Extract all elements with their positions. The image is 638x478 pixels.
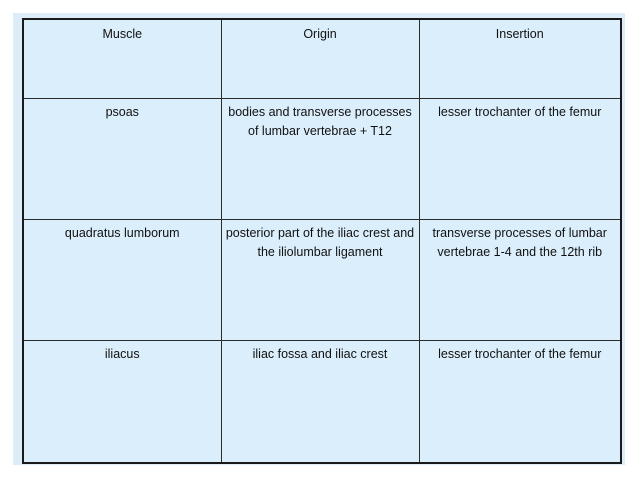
header-cell-muscle: Muscle — [23, 19, 221, 98]
muscle-cell: iliacus — [23, 340, 221, 463]
insertion-cell: transverse processes of lumbar vertebrae 1-4 and the 12th rib — [419, 219, 621, 340]
slide-background — [13, 13, 625, 465]
muscle-table — [22, 18, 622, 464]
origin-cell: posterior part of the iliac crest and the iliolumbar ligament — [221, 219, 419, 340]
header-cell-origin: Origin — [221, 19, 419, 98]
table-row — [23, 219, 621, 340]
table-row — [23, 340, 621, 463]
muscle-cell: psoas — [23, 98, 221, 219]
origin-cell: bodies and transverse processes of lumbar vertebrae + T12 — [221, 98, 419, 219]
table-header-row — [23, 19, 621, 98]
table-row — [23, 98, 621, 219]
origin-cell: iliac fossa and iliac crest — [221, 340, 419, 463]
insertion-cell: lesser trochanter of the femur — [419, 98, 621, 219]
header-cell-insertion: Insertion — [419, 19, 621, 98]
insertion-cell: lesser trochanter of the femur — [419, 340, 621, 463]
muscle-cell: quadratus lumborum — [23, 219, 221, 340]
